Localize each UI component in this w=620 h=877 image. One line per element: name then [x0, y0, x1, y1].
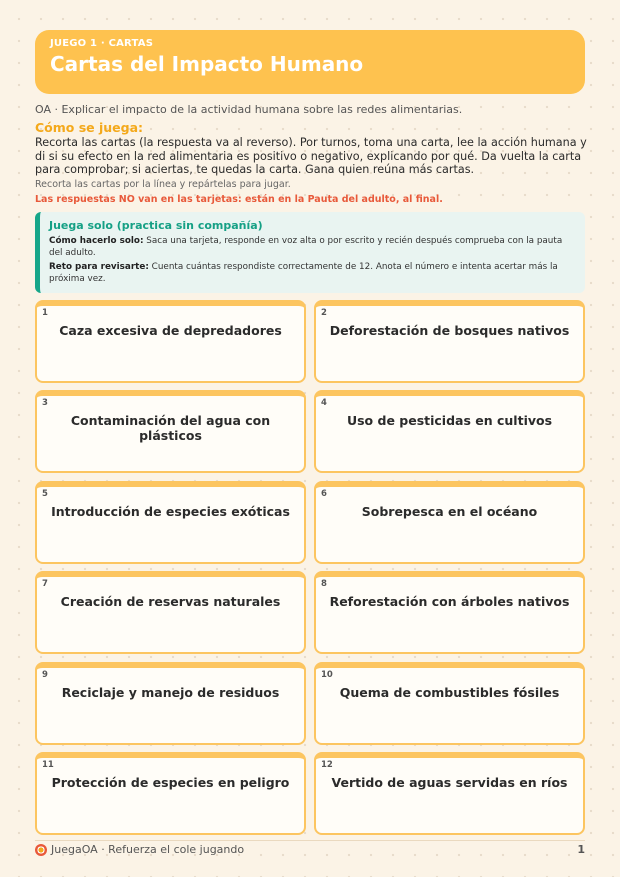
- card-label: Quema de combustibles fósiles: [339, 685, 560, 700]
- card-label: Vertido de aguas servidas en ríos: [331, 775, 568, 790]
- card[interactable]: [314, 662, 585, 745]
- card[interactable]: [35, 571, 306, 654]
- card-number: 7: [42, 579, 48, 589]
- solo-review-text: Cuenta cuántas respondiste correctamente de 12. Anota el número e intenta acertar más la próxima vez.: [49, 262, 558, 284]
- card[interactable]: [314, 390, 585, 473]
- card-label: Caza excesiva de depredadores: [59, 323, 282, 338]
- game-kicker: JUEGO 1 · CARTAS: [50, 38, 154, 49]
- card[interactable]: [314, 300, 585, 383]
- footer-brand: [35, 843, 244, 856]
- card-label: Reciclaje y manejo de residuos: [61, 685, 280, 700]
- footer-divider: [35, 840, 585, 841]
- card[interactable]: [35, 662, 306, 745]
- card-label: Reforestación con árboles nativos: [329, 594, 570, 609]
- footer-brand-text: JuegaOA · Refuerza el cole jugando: [51, 843, 245, 856]
- card-label: Contaminación del agua con plásticos: [70, 413, 271, 443]
- page-header: [35, 30, 585, 94]
- howto-title: Cómo se juega:: [35, 120, 144, 135]
- solo-how: [49, 235, 573, 259]
- card-label: Protección de especies en peligro: [51, 775, 290, 790]
- card-label: Deforestación de bosques nativos: [329, 323, 570, 338]
- solo-play-box: [35, 212, 585, 293]
- solo-how-label: Cómo hacerlo solo:: [49, 236, 144, 246]
- card-number: 6: [321, 489, 327, 499]
- card-number: 9: [42, 670, 48, 680]
- card-number: 2: [321, 308, 327, 318]
- solo-title: Juega solo (practica sin compañía): [49, 219, 263, 232]
- card-number: 1: [42, 308, 48, 318]
- card[interactable]: [35, 481, 306, 564]
- solo-review: [49, 261, 573, 285]
- howto-body: Recorta las cartas (la respuesta va al reverso). Por turnos, toma una carta, lee la acción humana y di si su efecto en la red alimentaria es positivo o negativo, explicando por qué. Da vuelta la carta para comprobar; si aciertas, te quedas la carta. Gana quien reúna más cartas.: [35, 136, 587, 176]
- cut-hint: Recorta las cartas por la línea y repártelas para jugar.: [35, 179, 291, 190]
- card[interactable]: [35, 300, 306, 383]
- card-number: 11: [42, 760, 54, 770]
- card[interactable]: [314, 752, 585, 835]
- card-label: Sobrepesca en el océano: [361, 504, 538, 519]
- card-number: 12: [321, 760, 333, 770]
- page-number: 1: [577, 843, 585, 856]
- card-label: Uso de pesticidas en cultivos: [346, 413, 553, 428]
- card-number: 4: [321, 398, 327, 408]
- card-label: Creación de reservas naturales: [60, 594, 281, 609]
- card-number: 5: [42, 489, 48, 499]
- page-title: Cartas del Impacto Humano: [50, 52, 364, 76]
- card-label: Introducción de especies exóticas: [51, 504, 290, 519]
- card[interactable]: [35, 390, 306, 473]
- card-number: 3: [42, 398, 48, 408]
- card-number: 8: [321, 579, 327, 589]
- card[interactable]: [35, 752, 306, 835]
- card[interactable]: [314, 571, 585, 654]
- card[interactable]: [314, 481, 585, 564]
- learning-objective: OA · Explicar el impacto de la actividad humana sobre las redes alimentarias.: [35, 103, 463, 116]
- answers-warning: Las respuestas NO van en las tarjetas: están en la Pauta del adulto, al final.: [35, 194, 443, 205]
- card-number: 10: [321, 670, 333, 680]
- solo-review-label: Reto para revisarte:: [49, 262, 149, 272]
- target-icon: [35, 844, 47, 856]
- solo-how-text: Saca una tarjeta, responde en voz alta o por escrito y recién después comprueba con la pauta del adulto.: [49, 236, 563, 258]
